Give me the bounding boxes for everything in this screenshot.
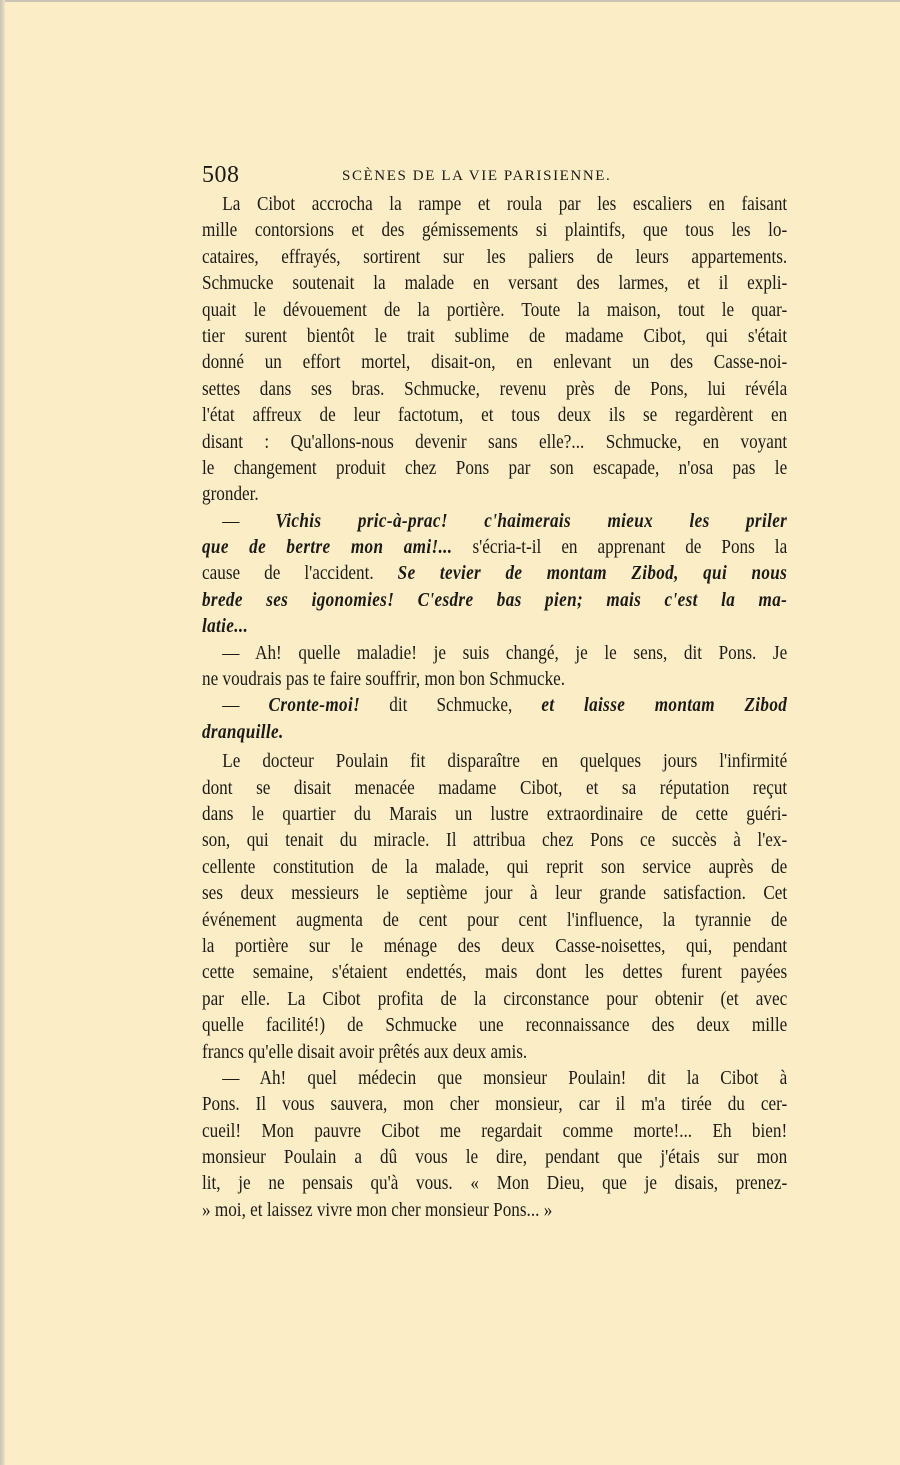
text-line — [202, 245, 787, 271]
text-run: monsieur Poulain a dû vous le dire, pendant que j'étais sur mon — [202, 1147, 788, 1169]
text-body — [202, 192, 787, 1224]
text-line — [202, 456, 787, 482]
text-line — [202, 1119, 787, 1145]
italic-dialogue: Vichis pric-à-prac! c'haimerais mieux les priler — [275, 510, 788, 532]
text-run: Schmucke soutenait la malade en versant des larmes, et il expli- — [202, 273, 788, 295]
text-line — [202, 561, 787, 587]
text-run: La Cibot accrocha la rampe et roula par les escaliers en faisant — [222, 194, 788, 215]
paragraph — [202, 641, 787, 694]
text-run: cataires, effrayés, sortirent sur les paliers de leurs appartements. — [202, 246, 788, 268]
text-run: quelle facilité!) de Schmucke une reconnaissance des deux mille — [202, 1015, 788, 1037]
text-line — [202, 1013, 787, 1039]
text-line — [202, 614, 787, 640]
text-run: son, qui tenait du miracle. Il attribua chez Pons ce succès à l'ex- — [202, 830, 788, 852]
italic-dialogue: latie... — [202, 616, 249, 638]
italic-dialogue: dranquille. — [202, 721, 284, 743]
text-run: donné un effort mortel, disait-on, en enlevant un des Casse-noi- — [202, 352, 788, 374]
text-line — [202, 1066, 787, 1092]
text-line — [202, 1145, 787, 1171]
text-line — [202, 509, 787, 535]
text-run: mille contorsions et des gémissements si plaintifs, que tous les lo- — [202, 220, 788, 242]
text-line — [202, 908, 787, 934]
text-run: tier surent bientôt le trait sublime de madame Cibot, qui s'était — [202, 325, 788, 347]
text-line — [202, 802, 787, 828]
text-line — [202, 350, 787, 376]
text-line — [202, 720, 787, 746]
page-number: 508 — [202, 162, 240, 188]
text-line — [202, 403, 787, 429]
text-run: — Ah! quel médecin que monsieur Poulain! dit la Cibot à — [222, 1067, 788, 1089]
paragraph — [202, 509, 787, 641]
italic-dialogue: Se tevier de montam Zibod, qui nous — [397, 563, 788, 585]
text-run: disant : Qu'allons-nous devenir sans elle?... Schmucke, en voyant — [202, 431, 788, 453]
text-run: ne voudrais pas te faire souffrir, mon bon Schmucke. — [202, 669, 566, 691]
text-line — [202, 934, 787, 960]
text-line — [202, 377, 787, 403]
text-run: s'écria-t-il en apprenant de Pons la — [452, 537, 788, 559]
text-run: cellente constitution de la malade, qui reprit son service auprès de — [202, 856, 788, 878]
text-run: cause de l'accident. — [202, 563, 398, 585]
text-line — [202, 1198, 787, 1224]
text-run: — — [222, 510, 276, 532]
text-line — [202, 324, 787, 350]
text-run: cueil! Mon pauvre Cibot me regardait comme morte!... Eh bien! — [202, 1120, 788, 1142]
text-run: ses deux messieurs le septième jour à leur grande satisfaction. Cet — [202, 883, 788, 905]
text-run: événement augmenta de cent pour cent l'influence, la tyrannie de — [202, 909, 788, 931]
paragraph — [202, 1066, 787, 1224]
text-run: l'état affreux de leur factotum, et tous deux ils se regardèrent en — [202, 405, 788, 427]
italic-dialogue: et laisse montam Zibod — [541, 695, 788, 717]
text-run: gronder. — [202, 484, 259, 506]
text-line — [202, 218, 787, 244]
text-run: dans le quartier du Marais un lustre extraordinaire de cette guéri- — [202, 803, 788, 825]
text-line — [202, 641, 787, 667]
text-run: la portière sur le ménage des deux Casse-noisettes, qui, pendant — [202, 935, 788, 957]
text-line — [202, 881, 787, 907]
text-run: Le docteur Poulain fit disparaître en quelques jours l'infirmité — [222, 751, 788, 773]
text-line — [202, 776, 787, 802]
text-line — [202, 693, 787, 719]
text-run: dit Schmucke, — [360, 695, 542, 717]
text-line — [202, 1040, 787, 1066]
text-line — [202, 192, 787, 218]
text-line — [202, 828, 787, 854]
scan-edge-top — [0, 0, 900, 2]
text-line — [202, 960, 787, 986]
text-line — [202, 430, 787, 456]
paragraph — [202, 192, 787, 509]
text-line — [202, 1092, 787, 1118]
text-line — [202, 482, 787, 508]
text-run: — — [222, 695, 269, 717]
paragraph — [202, 693, 787, 746]
text-run: Pons. Il vous sauvera, mon cher monsieur, car il m'a tirée du cer- — [202, 1094, 788, 1116]
text-line — [202, 1171, 787, 1197]
text-run: settes dans ses bras. Schmucke, revenu près de Pons, lui révéla — [202, 378, 788, 400]
italic-dialogue: Cronte-moi! — [268, 695, 361, 717]
running-title: SCÈNES DE LA VIE PARISIENNE. — [342, 168, 612, 184]
text-run: lit, je ne pensais qu'à vous. « Mon Dieu, que je disais, prenez- — [202, 1173, 788, 1195]
text-run: quait le dévouement de la portière. Toute la maison, tout le quar- — [202, 299, 788, 321]
text-run: » moi, et laissez vivre mon cher monsieur Pons... » — [202, 1199, 553, 1221]
text-line — [202, 298, 787, 324]
text-run: le changement produit chez Pons par son escapade, n'osa pas le — [202, 457, 788, 479]
text-line — [202, 588, 787, 614]
text-line — [202, 987, 787, 1013]
text-line — [202, 667, 787, 693]
text-run: par elle. La Cibot profita de la circonstance pour obtenir (et avec — [202, 988, 788, 1010]
italic-dialogue: brede ses igonomies! C'esdre bas pien; mais c'est la ma- — [202, 589, 788, 611]
text-line — [202, 855, 787, 881]
italic-dialogue: que de bertre mon ami!... — [202, 537, 453, 559]
text-run: — Ah! quelle maladie! je suis changé, je le sens, dit Pons. Je — [222, 642, 788, 664]
running-head — [202, 160, 787, 190]
text-line — [202, 749, 787, 775]
text-run: francs qu'elle disait avoir prêtés aux deux amis. — [202, 1041, 528, 1063]
text-run: dont se disait menacée madame Cibot, et sa réputation reçut — [202, 777, 788, 799]
text-line — [202, 271, 787, 297]
paragraph — [202, 749, 787, 1066]
book-page — [202, 160, 787, 1224]
text-line — [202, 535, 787, 561]
text-run: cette semaine, s'étaient endettés, mais dont les dettes furent payées — [202, 962, 788, 984]
scan-edge-left — [0, 0, 5, 1465]
